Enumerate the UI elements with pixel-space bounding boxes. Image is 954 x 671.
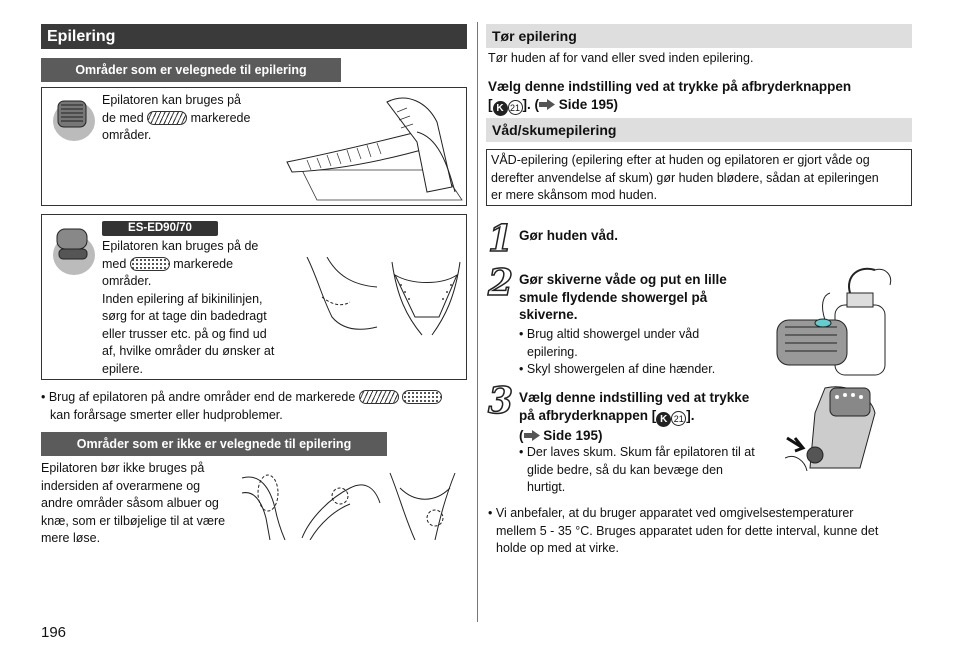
box2-text-line: markerede bbox=[173, 256, 234, 271]
paren-open: ( bbox=[519, 427, 524, 443]
unsuitable-text bbox=[41, 460, 225, 548]
epilator-switch-illustration bbox=[785, 383, 885, 471]
step-3-line: ]. bbox=[686, 407, 695, 423]
dot-pattern-icon bbox=[130, 257, 170, 271]
step-2-bullet: Skyl showergelen af dine hænder. bbox=[526, 362, 716, 376]
dry-epilation-text: Tør huden af for vand eller sved inden epilering. bbox=[488, 51, 754, 65]
unsuitable-line: Epilatoren bør ikke bruges på bbox=[41, 461, 205, 475]
step-2-bullet: Brug altid showergel under våd bbox=[526, 327, 700, 341]
box2-text-line: eller trusser etc. på og find ud bbox=[102, 326, 267, 341]
box2-text-line: Inden epilering af bikinilinjen, bbox=[102, 291, 263, 306]
dry-epilation-title: Tør epilering bbox=[486, 24, 912, 48]
side-reference: Side 195) bbox=[543, 427, 603, 443]
wet-epilation-title: Våd/skumepilering bbox=[486, 118, 912, 142]
select-bracket: ]. ( bbox=[522, 96, 539, 112]
step-3-number: 3 bbox=[488, 380, 514, 422]
temperature-note-line: mellem 5 - 35 °C. Bruges apparatet uden for dette interval, kunne det bbox=[496, 523, 879, 538]
step-3-bullet-line: hurtigt. bbox=[527, 480, 566, 494]
usage-note-text: • Brug af epilatoren på andre områder end de markerede bbox=[41, 390, 356, 404]
box2-text-line: Epilatoren kan bruges på de bbox=[102, 239, 259, 253]
box1-text-line: områder. bbox=[102, 128, 152, 142]
page-number: 196 bbox=[41, 624, 67, 641]
stripe-pattern-icon bbox=[359, 390, 399, 404]
step-2-bullets bbox=[519, 326, 715, 379]
step-3-text bbox=[519, 389, 749, 444]
gel-application-illustration bbox=[775, 265, 915, 377]
box1-text-line: de med bbox=[102, 110, 144, 125]
side-reference: Side 195) bbox=[558, 96, 619, 112]
step-1-text: Gør huden våd. bbox=[519, 228, 619, 243]
box2-text-line: sørg for at tage din badedragt bbox=[102, 309, 267, 323]
step-2-text bbox=[519, 271, 727, 324]
button-21-icon: 21 bbox=[508, 100, 523, 115]
unsuitable-line: andre områder såsom albuer og bbox=[41, 496, 219, 510]
step-3-line: Vælg denne indstilling ved at trykke bbox=[519, 390, 750, 405]
step-3-bullet bbox=[519, 444, 755, 497]
k-mode-icon: K bbox=[656, 412, 671, 427]
epilator-head-icon bbox=[49, 93, 99, 143]
unsuitable-areas-illustration bbox=[240, 468, 460, 540]
legs-illustration bbox=[267, 92, 465, 202]
step-2-line: smule flydende showergel på bbox=[519, 289, 708, 305]
arrow-right-icon bbox=[539, 99, 555, 110]
model-badge: ES-ED90/70 bbox=[102, 221, 218, 236]
select-mode-line: Vælg denne indstilling ved at trykke på afbryderknappen bbox=[488, 79, 852, 94]
unsuitable-line: knæ, som er tilbøjelige til at være bbox=[41, 513, 226, 528]
dot-pattern-icon bbox=[402, 390, 442, 404]
unsuitable-line: mere løse. bbox=[41, 531, 101, 545]
button-21-icon: 21 bbox=[671, 411, 686, 426]
bullet-dot: • bbox=[519, 362, 527, 376]
k-mode-icon: K bbox=[493, 101, 508, 116]
box2-text-line: epilere. bbox=[102, 361, 143, 376]
step-3-bullet-line: • Der laves skum. Skum får epilatoren til at bbox=[519, 445, 755, 459]
box2-text-line: af, hvilke områder du ønsker at bbox=[102, 344, 275, 358]
wet-info-line: derefter anvendelse af skum) gør huden blødere, sådan at epileringen bbox=[491, 170, 879, 185]
step-2-line: Gør skiverne våde og put en lille bbox=[519, 272, 727, 287]
unsuitable-line: indersiden af overarmene og bbox=[41, 478, 201, 493]
usage-note bbox=[41, 389, 442, 424]
step-2-number: 2 bbox=[488, 262, 514, 304]
box2-text-line: områder. bbox=[102, 274, 152, 288]
select-bracket: [ bbox=[488, 96, 493, 112]
step-3-bullet-line: glide bedre, så du kan bevæge den bbox=[527, 462, 723, 477]
model-areas-box bbox=[41, 214, 467, 380]
temperature-note bbox=[488, 505, 878, 558]
wet-info-line: VÅD-epilering (epilering efter at huden og epilatoren er gjort våde og bbox=[491, 153, 870, 167]
section-title: Epilering bbox=[41, 24, 467, 49]
step-1-number: 1 bbox=[488, 218, 514, 260]
wet-info-box bbox=[486, 149, 912, 206]
suitable-areas-header: Områder som er velegnede til epilering bbox=[41, 58, 341, 82]
bullet-dot: • bbox=[519, 327, 527, 341]
select-mode-instruction bbox=[488, 78, 851, 116]
arrow-right-icon bbox=[524, 430, 540, 441]
underarm-illustration bbox=[302, 257, 380, 337]
step-2-bullet: epilering. bbox=[527, 344, 578, 359]
usage-note-text: kan forårsage smerter eller hudproblemer. bbox=[50, 407, 283, 422]
bikini-illustration bbox=[387, 257, 465, 337]
box2-text-line: med bbox=[102, 256, 127, 271]
unsuitable-areas-header: Områder som er ikke er velegnede til epilering bbox=[41, 432, 387, 456]
wet-info-line: er mere skånsom mod huden. bbox=[491, 188, 658, 202]
box1-text-line: markerede bbox=[190, 110, 251, 125]
temperature-note-line: • Vi anbefaler, at du bruger apparatet ved omgivelsestemperaturer bbox=[488, 506, 854, 520]
box1-text-line: Epilatoren kan bruges på bbox=[102, 93, 241, 107]
stripe-pattern-icon bbox=[147, 111, 187, 125]
step-2-line: skiverne. bbox=[519, 307, 578, 322]
suitable-areas-box bbox=[41, 87, 467, 206]
step-3-line: på afbryderknappen [ bbox=[519, 407, 657, 423]
temperature-note-line: holde op med at virke. bbox=[496, 541, 619, 555]
column-divider bbox=[477, 22, 478, 622]
epilator-shaver-head-icon bbox=[50, 223, 98, 277]
